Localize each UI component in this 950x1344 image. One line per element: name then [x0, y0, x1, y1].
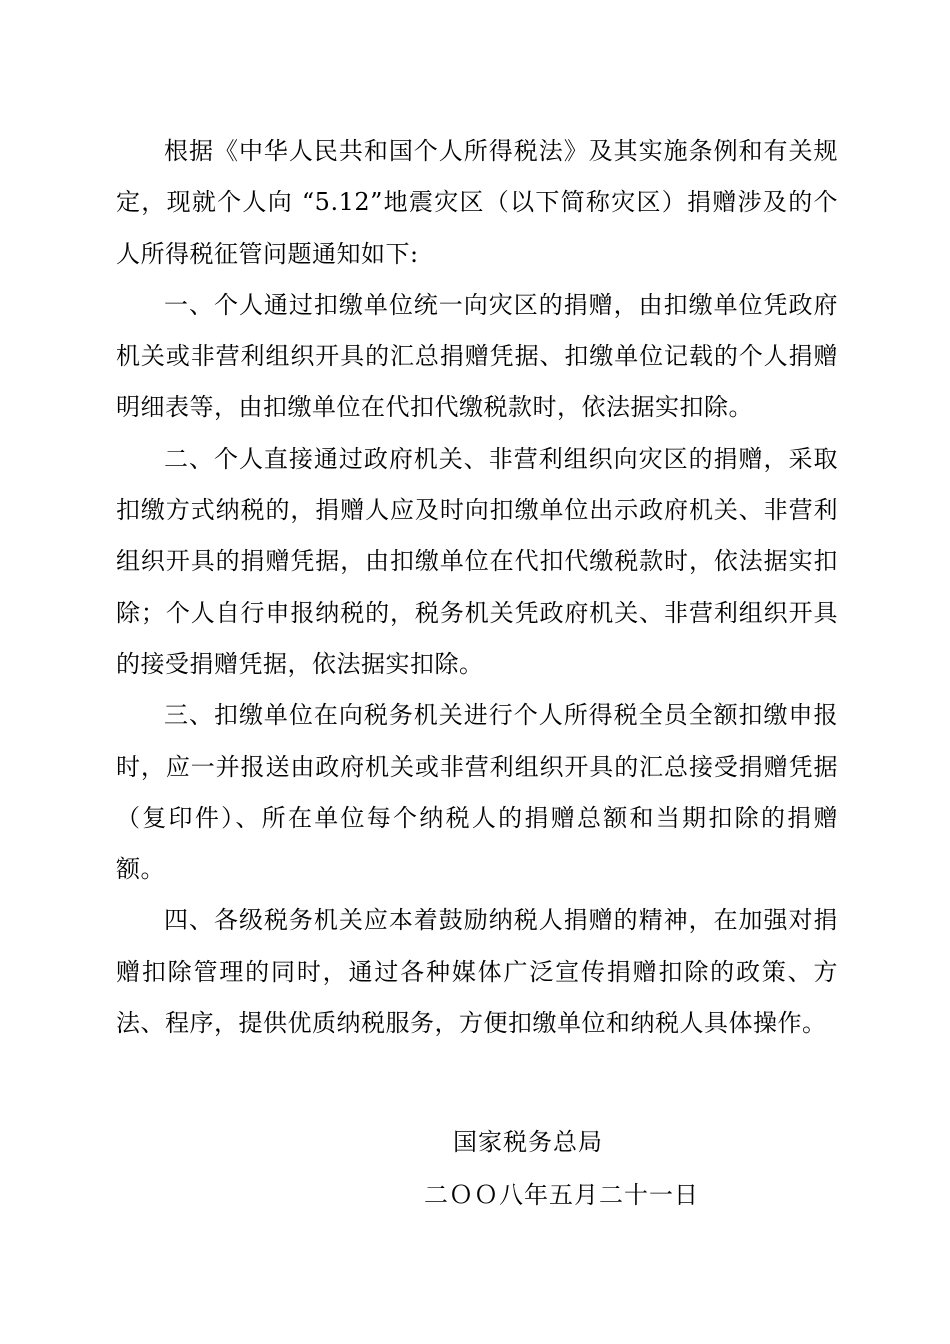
paragraph-item-3: 三、扣缴单位在向税务机关进行个人所得税全员全额扣缴申报时，应一并报送由政府机关或非营利组织开具的汇总接受捐赠凭据（复印件）、所在单位每个纳税人的捐赠总额和当期扣除的捐赠额。: [116, 701, 838, 884]
paragraph-item-2: 二、个人直接通过政府机关、非营利组织向灾区的捐赠，采取扣缴方式纳税的，捐赠人应及时向扣缴单位出示政府机关、非营利组织开具的捐赠凭据，由扣缴单位在代扣代缴税款时，依法据实扣除；个人自行申报纳税的，税务机关凭政府机关、非营利组织开具的接受捐赠凭据，依法据实扣除。: [116, 444, 838, 678]
paragraph-item-4: 四、各级税务机关应本着鼓励纳税人捐赠的精神，在加强对捐赠扣除管理的同时，通过各种媒体广泛宣传捐赠扣除的政策、方法、程序，提供优质纳税服务，方便扣缴单位和纳税人具体操作。: [116, 906, 838, 1038]
paragraph-item-1: 一、个人通过扣缴单位统一向灾区的捐赠，由扣缴单位凭政府机关或非营利组织开具的汇总捐赠凭据、扣缴单位记载的个人捐赠明细表等，由扣缴单位在代扣代缴税款时，依法据实扣除。: [116, 290, 838, 422]
paragraph-intro: 根据《中华人民共和国个人所得税法》及其实施条例和有关规定，现就个人向 “5.12”地震灾区（以下简称灾区）捐赠涉及的个人所得税征管问题通知如下:: [116, 137, 838, 268]
document-body: [116, 126, 838, 1049]
signature-organization: 国家税务总局: [453, 1128, 603, 1156]
signature-date: 二ＯＯ八年五月二十一日: [424, 1181, 699, 1209]
